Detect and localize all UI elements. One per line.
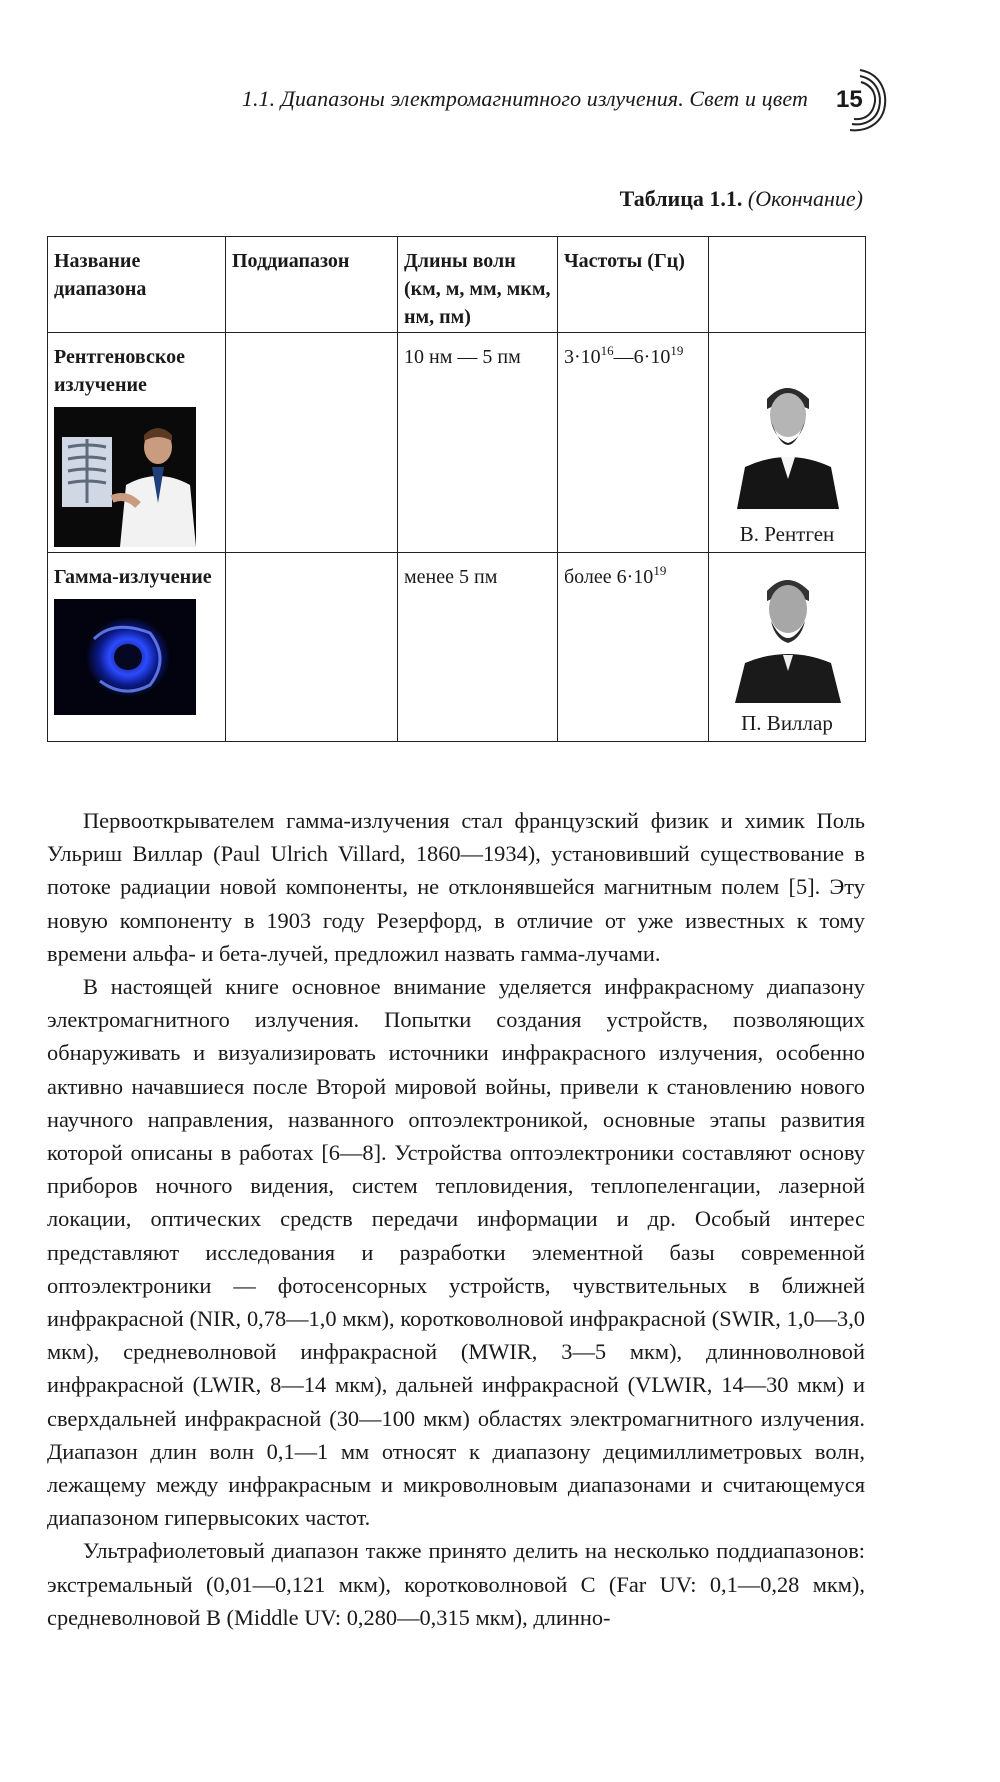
cell-frequency [558,553,709,742]
portrait-caption: П. Виллар [741,711,833,735]
wavelength-value: менее 5 пм [404,566,498,588]
table-header-row [48,237,866,333]
gamma-nebula-image [54,599,196,715]
page-number: 15 [836,86,863,113]
header-portrait [709,237,866,333]
table-caption-label: Таблица 1.1. [619,186,743,211]
table-row-gamma [48,553,866,742]
paragraph: Первооткрывателем гамма-излучения стал французский физик и химик Поль Ульриш Виллар (Paul Ulrich Villard, 1860—1934), установивший существование в потоке радиации новой компоненты, не отклонявшейся магнитным полем [5]. Эту новую компоненту в 1903 году Резерфорд, в отличие от уже известных к тому времени альфа- и бета-лучей, предложил назвать гамма-лучами. [47,808,865,966]
header-subrange: Поддиапазон [226,237,398,333]
running-head: 1.1. Диапазоны электромагнитного излучения. Свет и цвет [241,86,808,111]
table-row-xray [48,333,866,553]
page-number-badge [830,64,890,136]
paragraph: Ультрафиолетовый диапазон также принято делить на несколько поддиапазонов: экстремальный (0,01—0,121 мкм), коротковолновой C (Far UV: 0,1—0,28 мкм), средневолновой B (Middle UV: 0,280—0,315 мкм), длинно- [47,1538,865,1630]
frequency-exp-2: 19 [670,343,684,358]
cell-subrange [226,553,398,742]
frequency-value [558,553,708,741]
cell-wavelength [398,333,558,553]
cell-subrange [226,333,398,553]
subrange-value [226,333,397,552]
wavelength-value: 10 нм — 5 пм [404,346,521,368]
portrait-caption: В. Рентген [739,522,835,546]
header-frequency: Частоты (Гц) [558,237,709,333]
frequency-mid: —6·10 [613,346,671,368]
frequency-exp-1: 16 [600,343,614,358]
frequency-prefix: более 6·10 [564,566,654,588]
cell-wavelength [398,553,558,742]
range-name: Рентгеновское излучение [54,346,185,396]
roentgen-portrait [731,369,843,509]
cell-portrait [709,333,866,553]
cell-name [48,553,226,742]
header-wavelength: Длины волн (км, м, мм, мкм, нм, пм) [398,237,558,333]
table-caption-note: (Окончание) [747,186,863,211]
frequency-value [558,333,708,552]
cell-name [48,333,226,553]
xray-doctor-image [54,407,196,547]
paragraph: В настоящей книге основное внимание уделяется инфракрасному диапазону электромагнитного излучения. Попытки создания устройств, позволяющих обнаруживать и визуализировать источники инфракрасного излучения, особенно активно начавшиеся после Второй мировой войны, привели к становлению нового научного направления, названного оптоэлектроникой, основные этапы развития которой описаны в работах [6—8]. Устройства оптоэлектроники составляют основу приборов ночного видения, систем тепловидения, теплопеленгации, лазерной локации, оптических средств передачи информации и др. Особый интерес представляют исследования и разработки элементной базы современной оптоэлектроники — фотосенсорных устройств, чувствительных в ближней инфракрасной (NIR, 0,78—1,0 мкм), коротковолновой инфракрасной (SWIR, 1,0—3,0 мкм), средневолновой инфракрасной (MWIR, 3—5 мкм), длинноволновой инфракрасной (LWIR, 8—14 мкм), дальней инфракрасной (VLWIR, 14—30 мкм) и сверхдальней инфракрасной (30—100 мкм) областях электромагнитного излучения. Диапазон длин волн 0,1—1 мм относят к диапазону децимиллиметровых волн, лежащему между инфракрасным и микроволновым диапазонами и считающемуся диапазоном гипервысоких частот. [47,974,865,1531]
range-name: Гамма-излучение [54,566,212,588]
frequency-exp-2: 19 [653,563,667,578]
villard-portrait [731,563,843,703]
table-caption [620,186,863,212]
header-range-name: Название диапазона [48,237,226,333]
cell-frequency [558,333,709,553]
frequency-prefix: 3·10 [564,346,601,368]
em-ranges-table [47,236,866,742]
subrange-value [226,553,397,741]
body-text [47,804,865,1634]
cell-portrait [709,553,866,742]
